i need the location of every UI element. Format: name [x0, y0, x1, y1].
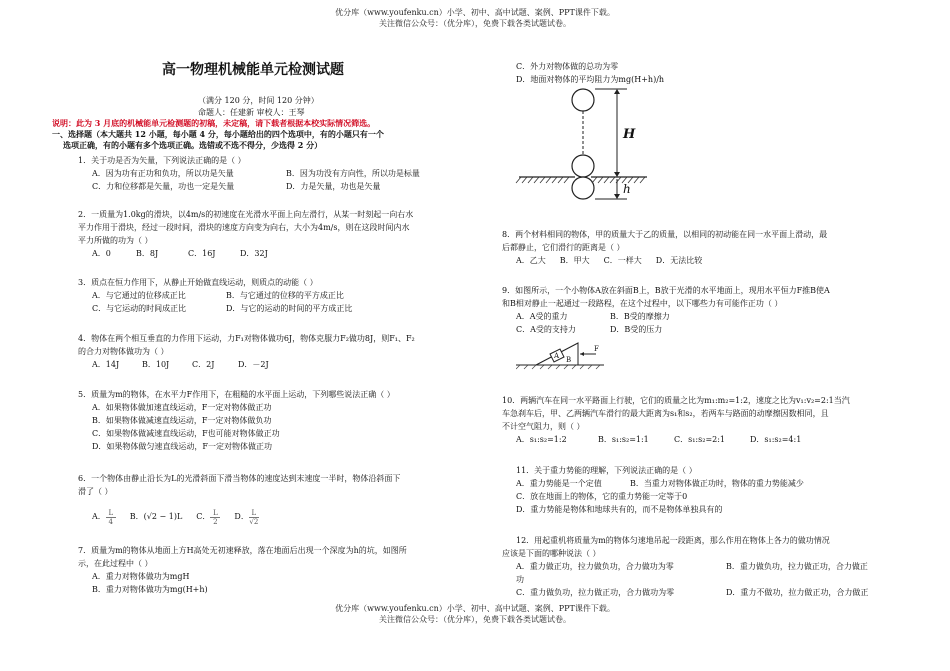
- question-3: [78, 276, 478, 315]
- exam-meta: （满分 120 分，时间 120 分钟）: [198, 96, 319, 105]
- option-a: A．因为功有正功和负功，所以功是矢量: [92, 169, 234, 178]
- question-9: [502, 284, 898, 336]
- option-b: B．如果物体做减速直线运动，F一定对物体做负功: [92, 416, 272, 425]
- option-a: A．重力势能是一个定值: [516, 479, 602, 488]
- question-6: [78, 472, 478, 528]
- question-stem: 5．质量为m的物体，在水平力F作用下，在粗糙的水平面上运动，下列哪些说法正确（ ）: [78, 390, 395, 399]
- option-a: A．与它通过的位移成正比: [92, 291, 186, 300]
- question-stem-line: 6．一个物体由静止沿长为L的光滑斜面下滑当物体的速度达到末速度一半时，物体沿斜面下: [78, 474, 401, 483]
- option-b: B．与它通过的位移的平方成正比: [226, 291, 344, 300]
- option-d: D．无法比较: [655, 256, 703, 265]
- option-d: D．力是矢量，功也是矢量: [286, 182, 381, 191]
- numerator: L: [213, 508, 218, 517]
- option-a: [92, 506, 116, 528]
- question-2: [78, 208, 478, 260]
- option-c: C．A受的支持力: [516, 325, 576, 334]
- question-stem-line: 不计空气阻力，则（ ）: [502, 422, 585, 431]
- question-8: [502, 228, 898, 267]
- option-a: A．s₁:s₂=1:2: [516, 435, 567, 444]
- force-F-label: F: [594, 345, 599, 353]
- section-heading-line2: 选项正确，有的小题有多个选项正确。选错或不选不得分，少选得 2 分）: [63, 140, 323, 150]
- question-stem-line: 7．质量为m的物体从地面上方H高处无初速释放，落在地面后出现一个深度为h的坑，如图所: [78, 546, 407, 555]
- height-label-H: H: [623, 127, 636, 142]
- question-stem-line: 示，在此过程中（ ）: [78, 559, 153, 568]
- option-a: A．乙大: [516, 256, 546, 265]
- option-d: [234, 506, 258, 528]
- fraction: [106, 509, 116, 526]
- block-A-label: A: [554, 352, 560, 360]
- header-line2: 关注微信公众号：（优分库），免费下载各类试题试卷。: [379, 19, 571, 28]
- option-d: D．重力不做功，拉力做正功，合力做正: [726, 588, 869, 597]
- question-stem-line: 4．物体在两个相互垂直的力作用下运动，力F₁对物体做功6J，物体克服力F₂做功8J，则F₁、F₂: [78, 334, 415, 343]
- question-stem: 3．质点在恒力作用下，从静止开始做直线运动，则质点的动能（ ）: [78, 278, 318, 287]
- option-b: B．8J: [136, 249, 159, 258]
- option-b: B．重力做负功，拉力做正功，合力做正: [726, 562, 868, 571]
- option-a: A．A受的重力: [516, 312, 568, 321]
- option-b: B．10J: [142, 360, 170, 369]
- question-stem-line: 和B相对静止一起通过一段路程，在这个过程中，以下哪些力有可能作正功（ ）: [502, 299, 783, 308]
- option-label: A．: [92, 512, 106, 521]
- option-d: D．s₁:s₂=4:1: [750, 435, 802, 444]
- falling-ball-figure: [515, 86, 685, 208]
- option-label: D．: [234, 512, 249, 521]
- question-stem-line: 9．如图所示，一个小物体A放在斜面B上，B放于光滑的水平地面上，现用水平恒力F推B使A: [502, 286, 830, 295]
- denominator: 4: [108, 517, 114, 526]
- option-b: B．甲大: [559, 256, 590, 265]
- option-c: C．与它运动的时间成正比: [92, 304, 187, 313]
- section-heading-line1: 一、选择题（本大题共 12 小题，每小题 4 分，每小题给出的四个选项中，有的小题只有一个: [52, 129, 384, 139]
- question-stem-line: 滑了（ ）: [78, 487, 113, 496]
- option-a: A．14J: [92, 360, 120, 369]
- option-c: C．一样大: [603, 256, 642, 265]
- question-5: [78, 388, 478, 453]
- question-11: [502, 464, 898, 516]
- option-d: D．与它的运动的时间的平方成正比: [226, 304, 353, 313]
- option-label: C．: [196, 512, 211, 521]
- question-stem-line: 平力所做的功为（ ）: [78, 236, 153, 245]
- incline-figure: [516, 340, 606, 370]
- question-stem-line: 12．用起重机将质量为m的物体匀速地吊起一段距离，那么作用在物体上各力的做功情况: [516, 536, 830, 545]
- question-stem-line: 10．两辆汽车在同一水平路面上行驶，它们的质量之比为m₁:m₂=1:2，速度之比为v₁:v₂=2:1当汽: [502, 396, 850, 405]
- depth-label-h: h: [623, 182, 631, 196]
- question-stem-line: 应该是下面的哪种说法（ ）: [502, 549, 601, 558]
- option-c: C．重力做负功，拉力做正功，合力做功为零: [516, 588, 675, 597]
- question-12: [502, 534, 898, 599]
- question-stem-line: 后都静止，它们滑行的距离是（ ）: [502, 243, 625, 252]
- question-stem-line: 车急刹车后，甲、乙两辆汽车滑行的最大距离为s₁和s₂，若两车与路面的动摩擦因数相同，且: [502, 409, 829, 418]
- question-7-continued: [502, 60, 898, 86]
- denominator: √2: [249, 517, 259, 526]
- question-7: [78, 544, 478, 596]
- draft-note: 说明：此为 3 月底的机械能单元检测题的初稿，未定稿，请下载者根据本校实际情况筛选。: [52, 118, 376, 128]
- option-c: C．16J: [188, 249, 216, 258]
- option-b: B．重力对物体做功为mg(H+h): [92, 585, 208, 594]
- fraction: [210, 509, 220, 526]
- footer-line1: 优分库（www.youfenku.cn）小学、初中、高中试题、案例、PPT课件下载。: [335, 604, 615, 613]
- header-line1: 优分库（www.youfenku.cn）小学、初中、高中试题、案例、PPT课件下载。: [335, 8, 615, 17]
- option-a: A．如果物体做加速直线运动，F一定对物体做正功: [92, 403, 272, 412]
- option-d: D．－2J: [238, 360, 269, 369]
- question-1: [78, 154, 478, 193]
- exam-authors: 命题人：任建新 审校人：王琴: [198, 108, 305, 117]
- option-d: D．32J: [240, 249, 268, 258]
- option-b-wrap: 功: [516, 575, 524, 584]
- option-c: C．放在地面上的物体，它的重力势能一定等于0: [516, 492, 688, 501]
- question-stem-line: 的合力对物体做功为（ ）: [78, 347, 169, 356]
- option-c: C．外力对物体做的总功为零: [516, 62, 619, 71]
- footer-line2: 关注微信公众号：（优分库），免费下载各类试题试卷。: [379, 615, 571, 624]
- numerator: L: [251, 508, 257, 517]
- option-d: D．B受的压力: [610, 325, 663, 334]
- option-d: D．如果物体做匀速直线运动，F一定对物体做正功: [92, 442, 272, 451]
- question-stem-line: 8．两个材料相同的物体，甲的质量大于乙的质量，以相同的初动能在同一水平面上滑动，最: [502, 230, 828, 239]
- option-c: C．s₁:s₂=2:1: [674, 435, 726, 444]
- fraction: [249, 509, 259, 526]
- option-b: B．当重力对物体做正功时，物体的重力势能减少: [630, 479, 804, 488]
- denominator: 2: [213, 517, 218, 526]
- question-stem: 11．关于重力势能的理解，下列说法正确的是（ ）: [516, 466, 697, 475]
- numerator: L: [108, 508, 114, 517]
- incline-B-label: B: [566, 356, 572, 364]
- option-b: B．(√2 − 1)L: [129, 512, 183, 521]
- option-a: A．重力做正功，拉力做负功，合力做功为零: [516, 562, 674, 571]
- question-stem-line: 平力作用于滑块，经过一段时间，滑块的速度方向变为向右，大小为4m/s，则在这段时间内水: [78, 223, 410, 232]
- question-4: [78, 332, 478, 371]
- question-stem-line: 2．一质量为1.0kg的滑块，以4m/s的初速度在光滑水平面上向左滑行，从某一时刻起一向右水: [78, 210, 414, 219]
- option-b: B．s₁:s₂=1:1: [598, 435, 649, 444]
- page-title: 高一物理机械能单元检测试题: [162, 62, 344, 78]
- option-a: A．重力对物体做功为mgH: [92, 572, 190, 581]
- option-c: C．如果物体做减速直线运动，F也可能对物体做正功: [92, 429, 280, 438]
- option-d: D．地面对物体的平均阻力为mg(H+h)/h: [516, 75, 665, 84]
- option-c: C．力和位移都是矢量，功也一定是矢量: [92, 182, 235, 191]
- question-stem: 1．关于功是否为矢量，下列说法正确的是（ ）: [78, 156, 246, 165]
- option-a: A．0: [92, 249, 111, 258]
- option-d: D．重力势能是物体和地球共有的，而不是物体单独具有的: [516, 505, 723, 514]
- option-b: B．B受的摩擦力: [610, 312, 670, 321]
- question-10: [502, 394, 898, 446]
- option-c: [196, 506, 220, 528]
- option-b: B．因为功没有方向性，所以功是标量: [286, 169, 420, 178]
- option-c: C．2J: [192, 360, 215, 369]
